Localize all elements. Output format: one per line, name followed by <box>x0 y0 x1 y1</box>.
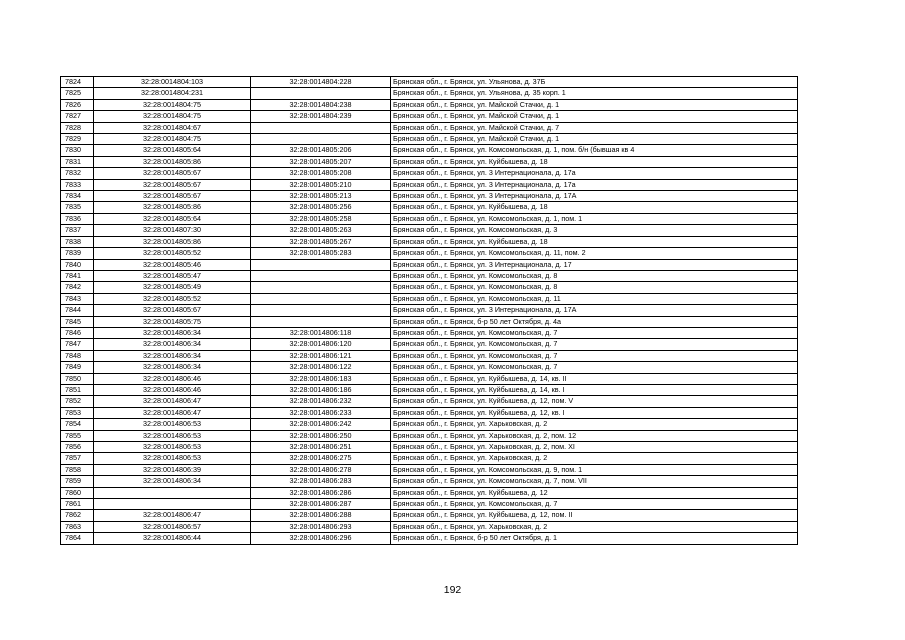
object-number-cell: 32:28:0014806:296 <box>251 533 391 544</box>
cadastral-number-cell: 32:28:0014806:44 <box>94 533 251 544</box>
object-number-cell: 32:28:0014805:210 <box>251 179 391 190</box>
row-number-cell: 7838 <box>61 236 94 247</box>
object-number-cell: 32:28:0014806:118 <box>251 327 391 338</box>
address-cell: Брянская обл., г. Брянск, ул. Куйбышева, д. 14, кв. I <box>391 384 798 395</box>
row-number-cell: 7833 <box>61 179 94 190</box>
cadastral-number-cell: 32:28:0014805:64 <box>94 213 251 224</box>
row-number-cell: 7828 <box>61 122 94 133</box>
row-number-cell: 7851 <box>61 384 94 395</box>
row-number-cell: 7843 <box>61 293 94 304</box>
cadastral-number-cell: 32:28:0014805:47 <box>94 270 251 281</box>
cadastral-number-cell: 32:28:0014806:34 <box>94 327 251 338</box>
object-number-cell: 32:28:0014805:208 <box>251 168 391 179</box>
cadastral-number-cell: 32:28:0014806:46 <box>94 373 251 384</box>
row-number-cell: 7849 <box>61 362 94 373</box>
row-number-cell: 7861 <box>61 499 94 510</box>
cadastral-number-cell: 32:28:0014806:34 <box>94 362 251 373</box>
table-row <box>61 419 798 430</box>
row-number-cell: 7845 <box>61 316 94 327</box>
address-cell: Брянская обл., г. Брянск, ул. Куйбышева, д. 18 <box>391 202 798 213</box>
object-number-cell: 32:28:0014806:183 <box>251 373 391 384</box>
row-number-cell: 7847 <box>61 339 94 350</box>
table-row <box>61 305 798 316</box>
table-row <box>61 236 798 247</box>
address-cell: Брянская обл., г. Брянск, ул. Ульянова, д. 35 корп. 1 <box>391 88 798 99</box>
cadastral-number-cell: 32:28:0014804:67 <box>94 122 251 133</box>
row-number-cell: 7832 <box>61 168 94 179</box>
cadastral-number-cell: 32:28:0014806:34 <box>94 350 251 361</box>
address-cell: Брянская обл., г. Брянск, ул. Комсомольская, д. 8 <box>391 282 798 293</box>
table-row <box>61 191 798 202</box>
table-row <box>61 99 798 110</box>
row-number-cell: 7864 <box>61 533 94 544</box>
table-row <box>61 487 798 498</box>
table-row <box>61 339 798 350</box>
cadastral-number-cell: 32:28:0014805:52 <box>94 248 251 259</box>
table-row <box>61 122 798 133</box>
object-number-cell: 32:28:0014805:207 <box>251 156 391 167</box>
table-row <box>61 373 798 384</box>
table-row <box>61 327 798 338</box>
table-row <box>61 407 798 418</box>
table-row <box>61 316 798 327</box>
registry-table-body <box>61 77 798 545</box>
cadastral-number-cell: 32:28:0014806:47 <box>94 407 251 418</box>
table-row <box>61 293 798 304</box>
cadastral-number-cell: 32:28:0014806:53 <box>94 430 251 441</box>
row-number-cell: 7839 <box>61 248 94 259</box>
address-cell: Брянская обл., г. Брянск, ул. 3 Интернационала, д. 17 <box>391 259 798 270</box>
address-cell: Брянская обл., г. Брянск, б-р 50 лет Октября, д. 4а <box>391 316 798 327</box>
cadastral-number-cell: 32:28:0014805:46 <box>94 259 251 270</box>
table-row <box>61 202 798 213</box>
object-number-cell <box>251 88 391 99</box>
cadastral-number-cell: 32:28:0014806:53 <box>94 419 251 430</box>
cadastral-number-cell: 32:28:0014805:75 <box>94 316 251 327</box>
row-number-cell: 7831 <box>61 156 94 167</box>
row-number-cell: 7850 <box>61 373 94 384</box>
object-number-cell: 32:28:0014806:242 <box>251 419 391 430</box>
object-number-cell: 32:28:0014806:278 <box>251 464 391 475</box>
row-number-cell: 7830 <box>61 145 94 156</box>
cadastral-number-cell: 32:28:0014806:53 <box>94 453 251 464</box>
table-row <box>61 476 798 487</box>
address-cell: Брянская обл., г. Брянск, ул. Комсомольская, д. 7 <box>391 362 798 373</box>
address-cell: Брянская обл., г. Брянск, ул. Комсомольская, д. 11 <box>391 293 798 304</box>
table-row <box>61 384 798 395</box>
object-number-cell: 32:28:0014805:206 <box>251 145 391 156</box>
cadastral-number-cell: 32:28:0014805:52 <box>94 293 251 304</box>
address-cell: Брянская обл., г. Брянск, ул. Майской Стачки, д. 7 <box>391 122 798 133</box>
address-cell: Брянская обл., г. Брянск, ул. Комсомольская, д. 7 <box>391 499 798 510</box>
object-number-cell: 32:28:0014806:120 <box>251 339 391 350</box>
cadastral-number-cell: 32:28:0014804:231 <box>94 88 251 99</box>
address-cell: Брянская обл., г. Брянск, ул. 3 Интернационала, д. 17А <box>391 305 798 316</box>
address-cell: Брянская обл., г. Брянск, ул. Харьковская, д. 2 <box>391 521 798 532</box>
table-row <box>61 533 798 544</box>
address-cell: Брянская обл., г. Брянск, ул. Майской Стачки, д. 1 <box>391 111 798 122</box>
row-number-cell: 7842 <box>61 282 94 293</box>
row-number-cell: 7836 <box>61 213 94 224</box>
table-row <box>61 77 798 88</box>
address-cell: Брянская обл., г. Брянск, ул. Комсомольская, д. 8 <box>391 270 798 281</box>
cadastral-number-cell: 32:28:0014806:47 <box>94 396 251 407</box>
table-row <box>61 145 798 156</box>
object-number-cell <box>251 293 391 304</box>
row-number-cell: 7853 <box>61 407 94 418</box>
address-cell: Брянская обл., г. Брянск, ул. Куйбышева, д. 12, пом. V <box>391 396 798 407</box>
cadastral-number-cell: 32:28:0014806:53 <box>94 442 251 453</box>
object-number-cell: 32:28:0014804:228 <box>251 77 391 88</box>
address-cell: Брянская обл., г. Брянск, ул. 3 Интернационала, д. 17а <box>391 179 798 190</box>
row-number-cell: 7835 <box>61 202 94 213</box>
table-row <box>61 213 798 224</box>
object-number-cell <box>251 134 391 145</box>
cadastral-number-cell: 32:28:0014806:46 <box>94 384 251 395</box>
address-cell: Брянская обл., г. Брянск, ул. Комсомольская, д. 3 <box>391 225 798 236</box>
row-number-cell: 7848 <box>61 350 94 361</box>
cadastral-number-cell <box>94 487 251 498</box>
object-number-cell: 32:28:0014805:213 <box>251 191 391 202</box>
cadastral-number-cell: 32:28:0014805:67 <box>94 179 251 190</box>
object-number-cell: 32:28:0014805:258 <box>251 213 391 224</box>
cadastral-number-cell: 32:28:0014805:64 <box>94 145 251 156</box>
address-cell: Брянская обл., г. Брянск, ул. 3 Интернационала, д. 17а <box>391 168 798 179</box>
address-cell: Брянская обл., г. Брянск, ул. Комсомольская, д. 7 <box>391 327 798 338</box>
table-row <box>61 168 798 179</box>
address-cell: Брянская обл., г. Брянск, ул. 3 Интернационала, д. 17А <box>391 191 798 202</box>
object-number-cell: 32:28:0014806:232 <box>251 396 391 407</box>
address-cell: Брянская обл., г. Брянск, ул. Комсомольская, д. 7 <box>391 339 798 350</box>
object-number-cell <box>251 282 391 293</box>
object-number-cell <box>251 305 391 316</box>
cadastral-number-cell: 32:28:0014804:75 <box>94 99 251 110</box>
row-number-cell: 7859 <box>61 476 94 487</box>
row-number-cell: 7825 <box>61 88 94 99</box>
row-number-cell: 7840 <box>61 259 94 270</box>
cadastral-number-cell: 32:28:0014807:30 <box>94 225 251 236</box>
object-number-cell: 32:28:0014806:250 <box>251 430 391 441</box>
table-row <box>61 111 798 122</box>
address-cell: Брянская обл., г. Брянск, ул. Комсомольская, д. 7 <box>391 350 798 361</box>
address-cell: Брянская обл., г. Брянск, ул. Майской Стачки, д. 1 <box>391 99 798 110</box>
cadastral-number-cell: 32:28:0014806:34 <box>94 339 251 350</box>
object-number-cell: 32:28:0014806:288 <box>251 510 391 521</box>
table-row <box>61 362 798 373</box>
row-number-cell: 7846 <box>61 327 94 338</box>
table-row <box>61 88 798 99</box>
address-cell: Брянская обл., г. Брянск, б-р 50 лет Октября, д. 1 <box>391 533 798 544</box>
cadastral-number-cell: 32:28:0014805:86 <box>94 236 251 247</box>
row-number-cell: 7829 <box>61 134 94 145</box>
table-row <box>61 350 798 361</box>
table-row <box>61 521 798 532</box>
cadastral-number-cell <box>94 499 251 510</box>
address-cell: Брянская обл., г. Брянск, ул. Куйбышева, д. 18 <box>391 236 798 247</box>
cadastral-number-cell: 32:28:0014806:57 <box>94 521 251 532</box>
address-cell: Брянская обл., г. Брянск, ул. Комсомольская, д. 9, пом. 1 <box>391 464 798 475</box>
row-number-cell: 7863 <box>61 521 94 532</box>
address-cell: Брянская обл., г. Брянск, ул. Комсомольская, д. 1, пом. б/н (бывшая кв 4 <box>391 145 798 156</box>
object-number-cell: 32:28:0014806:122 <box>251 362 391 373</box>
address-cell: Брянская обл., г. Брянск, ул. Комсомольская, д. 7, пом. VII <box>391 476 798 487</box>
cadastral-number-cell: 32:28:0014805:67 <box>94 305 251 316</box>
object-number-cell: 32:28:0014804:238 <box>251 99 391 110</box>
cadastral-number-cell: 32:28:0014804:103 <box>94 77 251 88</box>
table-row <box>61 156 798 167</box>
cadastral-number-cell: 32:28:0014806:47 <box>94 510 251 521</box>
registry-table <box>60 76 798 545</box>
object-number-cell: 32:28:0014806:286 <box>251 487 391 498</box>
object-number-cell: 32:28:0014806:121 <box>251 350 391 361</box>
row-number-cell: 7852 <box>61 396 94 407</box>
address-cell: Брянская обл., г. Брянск, ул. Куйбышева, д. 14, кв. II <box>391 373 798 384</box>
object-number-cell: 32:28:0014805:256 <box>251 202 391 213</box>
cadastral-number-cell: 32:28:0014804:75 <box>94 134 251 145</box>
row-number-cell: 7856 <box>61 442 94 453</box>
address-cell: Брянская обл., г. Брянск, ул. Харьковская, д. 2 <box>391 453 798 464</box>
object-number-cell <box>251 270 391 281</box>
address-cell: Брянская обл., г. Брянск, ул. Куйбышева, д. 12, кв. I <box>391 407 798 418</box>
address-cell: Брянская обл., г. Брянск, ул. Комсомольская, д. 1, пом. 1 <box>391 213 798 224</box>
address-cell: Брянская обл., г. Брянск, ул. Харьковская, д. 2 <box>391 419 798 430</box>
object-number-cell: 32:28:0014806:251 <box>251 442 391 453</box>
page-number: 192 <box>443 584 462 596</box>
address-cell: Брянская обл., г. Брянск, ул. Майской Стачки, д. 1 <box>391 134 798 145</box>
object-number-cell: 32:28:0014805:263 <box>251 225 391 236</box>
table-row <box>61 134 798 145</box>
row-number-cell: 7858 <box>61 464 94 475</box>
address-cell: Брянская обл., г. Брянск, ул. Харьковская, д. 2, пом. 12 <box>391 430 798 441</box>
address-cell: Брянская обл., г. Брянск, ул. Харьковская, д. 2, пом. XI <box>391 442 798 453</box>
cadastral-number-cell: 32:28:0014806:39 <box>94 464 251 475</box>
address-cell: Брянская обл., г. Брянск, ул. Куйбышева, д. 12 <box>391 487 798 498</box>
cadastral-number-cell: 32:28:0014805:67 <box>94 191 251 202</box>
row-number-cell: 7854 <box>61 419 94 430</box>
table-row <box>61 179 798 190</box>
table-row <box>61 282 798 293</box>
table-row <box>61 499 798 510</box>
row-number-cell: 7841 <box>61 270 94 281</box>
row-number-cell: 7826 <box>61 99 94 110</box>
row-number-cell: 7837 <box>61 225 94 236</box>
object-number-cell: 32:28:0014805:267 <box>251 236 391 247</box>
cadastral-number-cell: 32:28:0014805:49 <box>94 282 251 293</box>
address-cell: Брянская обл., г. Брянск, ул. Куйбышева, д. 12, пом. II <box>391 510 798 521</box>
object-number-cell <box>251 259 391 270</box>
object-number-cell: 32:28:0014806:283 <box>251 476 391 487</box>
object-number-cell: 32:28:0014806:275 <box>251 453 391 464</box>
row-number-cell: 7844 <box>61 305 94 316</box>
cadastral-number-cell: 32:28:0014805:86 <box>94 202 251 213</box>
table-row <box>61 430 798 441</box>
cadastral-number-cell: 32:28:0014805:86 <box>94 156 251 167</box>
object-number-cell <box>251 316 391 327</box>
row-number-cell: 7834 <box>61 191 94 202</box>
cadastral-number-cell: 32:28:0014805:67 <box>94 168 251 179</box>
address-cell: Брянская обл., г. Брянск, ул. Ульянова, д. 37Б <box>391 77 798 88</box>
object-number-cell: 32:28:0014806:186 <box>251 384 391 395</box>
row-number-cell: 7862 <box>61 510 94 521</box>
row-number-cell: 7857 <box>61 453 94 464</box>
table-row <box>61 270 798 281</box>
address-cell: Брянская обл., г. Брянск, ул. Куйбышева, д. 18 <box>391 156 798 167</box>
row-number-cell: 7855 <box>61 430 94 441</box>
table-row <box>61 396 798 407</box>
object-number-cell: 32:28:0014806:293 <box>251 521 391 532</box>
table-row <box>61 510 798 521</box>
object-number-cell: 32:28:0014806:233 <box>251 407 391 418</box>
object-number-cell: 32:28:0014805:283 <box>251 248 391 259</box>
row-number-cell: 7824 <box>61 77 94 88</box>
row-number-cell: 7860 <box>61 487 94 498</box>
object-number-cell: 32:28:0014804:239 <box>251 111 391 122</box>
table-row <box>61 225 798 236</box>
table-row <box>61 259 798 270</box>
table-row <box>61 453 798 464</box>
row-number-cell: 7827 <box>61 111 94 122</box>
object-number-cell: 32:28:0014806:287 <box>251 499 391 510</box>
cadastral-number-cell: 32:28:0014804:75 <box>94 111 251 122</box>
table-row <box>61 464 798 475</box>
table-row <box>61 248 798 259</box>
address-cell: Брянская обл., г. Брянск, ул. Комсомольская, д. 11, пом. 2 <box>391 248 798 259</box>
object-number-cell <box>251 122 391 133</box>
cadastral-number-cell: 32:28:0014806:34 <box>94 476 251 487</box>
table-row <box>61 442 798 453</box>
